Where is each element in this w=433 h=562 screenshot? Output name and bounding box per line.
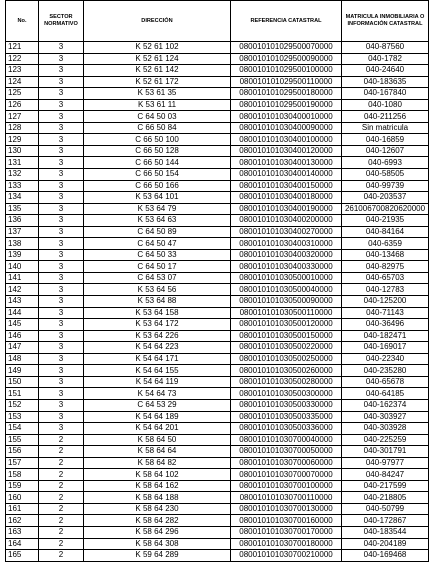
- table-row: [6, 457, 429, 469]
- cell-matricula: 040-24640: [342, 65, 429, 77]
- cell-sector: 3: [39, 65, 84, 77]
- cell-no: 161: [6, 503, 39, 515]
- cell-sector: 3: [39, 307, 84, 319]
- cell-direccion: K 58 64 282: [84, 515, 231, 527]
- cell-matricula: 040-12607: [342, 145, 429, 157]
- cell-no: 143: [6, 296, 39, 308]
- cell-referencia: 080010101030700100000: [231, 480, 342, 492]
- cell-no: 157: [6, 457, 39, 469]
- cell-referencia: 080010101030500220000: [231, 342, 342, 354]
- cell-direccion: K 58 64 230: [84, 503, 231, 515]
- table-row: [6, 307, 429, 319]
- cell-direccion: K 52 61 172: [84, 76, 231, 88]
- cell-sector: 3: [39, 376, 84, 388]
- cell-no: 132: [6, 169, 39, 181]
- cell-direccion: K 58 64 296: [84, 526, 231, 538]
- table-row: [6, 526, 429, 538]
- table-row: [6, 157, 429, 169]
- cell-matricula: 040-16859: [342, 134, 429, 146]
- cell-direccion: K 53 61 35: [84, 88, 231, 100]
- cell-direccion: K 53 64 226: [84, 330, 231, 342]
- cell-referencia: 080010101030400090000: [231, 122, 342, 134]
- cell-sector: 2: [39, 538, 84, 550]
- table-row: [6, 249, 429, 261]
- cell-direccion: C 64 50 17: [84, 261, 231, 273]
- cell-sector: 3: [39, 111, 84, 123]
- table-row: [6, 446, 429, 458]
- cell-direccion: K 53 64 79: [84, 203, 231, 215]
- cell-referencia: 080010101030400010000: [231, 111, 342, 123]
- cell-no: 162: [6, 515, 39, 527]
- table-row: [6, 353, 429, 365]
- cell-no: 160: [6, 492, 39, 504]
- cell-sector: 3: [39, 330, 84, 342]
- cell-referencia: 080010101030700050000: [231, 446, 342, 458]
- cell-referencia: 080010101030400190000: [231, 203, 342, 215]
- cell-direccion: C 66 50 154: [84, 169, 231, 181]
- cell-referencia: 080010101030500330000: [231, 399, 342, 411]
- cell-direccion: K 52 61 142: [84, 65, 231, 77]
- cell-no: 148: [6, 353, 39, 365]
- cell-sector: 3: [39, 42, 84, 54]
- cell-no: 124: [6, 76, 39, 88]
- cell-matricula: 040-84247: [342, 469, 429, 481]
- cell-referencia: 080010101030400320000: [231, 249, 342, 261]
- cell-matricula: 040-64185: [342, 388, 429, 400]
- header-referencia: REFERENCIA CATASTRAL: [231, 1, 342, 42]
- cell-no: 164: [6, 538, 39, 550]
- cell-no: 136: [6, 215, 39, 227]
- cell-matricula: 040-211256: [342, 111, 429, 123]
- cell-sector: 3: [39, 353, 84, 365]
- table-row: [6, 122, 429, 134]
- cell-no: 129: [6, 134, 39, 146]
- cell-direccion: C 64 53 29: [84, 399, 231, 411]
- cell-matricula: 040-182471: [342, 330, 429, 342]
- cell-sector: 3: [39, 180, 84, 192]
- cell-sector: 3: [39, 145, 84, 157]
- table-row: [6, 480, 429, 492]
- cell-matricula: 040-183544: [342, 526, 429, 538]
- cell-direccion: K 58 64 82: [84, 457, 231, 469]
- cell-direccion: C 64 50 47: [84, 238, 231, 250]
- cell-no: 130: [6, 145, 39, 157]
- cell-direccion: K 58 64 308: [84, 538, 231, 550]
- cell-matricula: 040-167840: [342, 88, 429, 100]
- cell-matricula: 040-13468: [342, 249, 429, 261]
- cell-no: 159: [6, 480, 39, 492]
- cell-no: 141: [6, 272, 39, 284]
- cell-matricula: 040-218805: [342, 492, 429, 504]
- table-row: [6, 330, 429, 342]
- cell-matricula: 040-58505: [342, 169, 429, 181]
- cell-sector: 3: [39, 284, 84, 296]
- cell-direccion: C 64 50 33: [84, 249, 231, 261]
- cell-no: 147: [6, 342, 39, 354]
- cell-matricula: 040-87560: [342, 42, 429, 54]
- cell-sector: 3: [39, 411, 84, 423]
- cell-no: 121: [6, 42, 39, 54]
- cell-no: 151: [6, 388, 39, 400]
- cadastral-table-page: [5, 0, 428, 562]
- table-row: [6, 99, 429, 111]
- cadastral-table: [5, 0, 429, 562]
- cell-referencia: 080010101030700170000: [231, 526, 342, 538]
- cell-matricula: 040-21935: [342, 215, 429, 227]
- cell-referencia: 080010101029500100000: [231, 65, 342, 77]
- cell-sector: 2: [39, 457, 84, 469]
- cell-referencia: 080010101030500120000: [231, 319, 342, 331]
- cell-referencia: 080010101030700060000: [231, 457, 342, 469]
- cell-referencia: 080010101030500260000: [231, 365, 342, 377]
- header-no: No.: [6, 1, 39, 42]
- cell-sector: 3: [39, 342, 84, 354]
- cell-no: 128: [6, 122, 39, 134]
- cell-sector: 3: [39, 157, 84, 169]
- cell-sector: 2: [39, 550, 84, 562]
- cell-no: 140: [6, 261, 39, 273]
- table-row: [6, 399, 429, 411]
- cell-matricula: 040-162374: [342, 399, 429, 411]
- table-row: [6, 365, 429, 377]
- cell-direccion: K 53 64 158: [84, 307, 231, 319]
- cell-direccion: K 54 64 189: [84, 411, 231, 423]
- cell-no: 144: [6, 307, 39, 319]
- cell-matricula: 040-65678: [342, 376, 429, 388]
- cell-referencia: 080010101030400140000: [231, 169, 342, 181]
- table-row: [6, 550, 429, 562]
- cell-no: 149: [6, 365, 39, 377]
- table-header-row: [6, 1, 429, 42]
- cell-referencia: 080010101030700070000: [231, 469, 342, 481]
- cell-referencia: 080010101030700180000: [231, 538, 342, 550]
- cell-matricula: 040-1080: [342, 99, 429, 111]
- cell-direccion: K 53 64 172: [84, 319, 231, 331]
- cell-sector: 3: [39, 226, 84, 238]
- cell-direccion: K 52 61 124: [84, 53, 231, 65]
- table-row: [6, 538, 429, 550]
- cell-referencia: 080010101030400100000: [231, 134, 342, 146]
- table-row: [6, 215, 429, 227]
- table-row: [6, 411, 429, 423]
- cell-no: 152: [6, 399, 39, 411]
- cell-direccion: K 54 64 201: [84, 423, 231, 435]
- table-row: [6, 423, 429, 435]
- cell-no: 123: [6, 65, 39, 77]
- cell-referencia: 080010101030500090000: [231, 296, 342, 308]
- cell-direccion: K 53 64 63: [84, 215, 231, 227]
- cell-direccion: K 58 64 50: [84, 434, 231, 446]
- cell-referencia: 080010101029500110000: [231, 76, 342, 88]
- cell-matricula: 040-217599: [342, 480, 429, 492]
- cell-no: 126: [6, 99, 39, 111]
- cell-no: 145: [6, 319, 39, 331]
- cell-direccion: K 53 61 11: [84, 99, 231, 111]
- cell-direccion: C 66 50 100: [84, 134, 231, 146]
- header-matricula: MATRICULA INMOBILIARIA O INFORMACIÓN CATASTRAL: [342, 1, 429, 42]
- cell-no: 125: [6, 88, 39, 100]
- table-body: [6, 42, 429, 562]
- cell-sector: 3: [39, 365, 84, 377]
- table-row: [6, 203, 429, 215]
- cell-direccion: C 66 50 128: [84, 145, 231, 157]
- table-row: [6, 261, 429, 273]
- cell-sector: 3: [39, 134, 84, 146]
- cell-direccion: K 58 64 64: [84, 446, 231, 458]
- cell-matricula: 040-71143: [342, 307, 429, 319]
- cell-direccion: C 66 50 84: [84, 122, 231, 134]
- cell-sector: 3: [39, 169, 84, 181]
- cell-no: 150: [6, 376, 39, 388]
- cell-direccion: C 64 50 03: [84, 111, 231, 123]
- cell-matricula: 040-225259: [342, 434, 429, 446]
- cell-referencia: 080010101030500280000: [231, 376, 342, 388]
- cell-direccion: K 58 64 162: [84, 480, 231, 492]
- cell-direccion: C 66 50 166: [84, 180, 231, 192]
- cell-matricula: 040-235280: [342, 365, 429, 377]
- cell-matricula: 040-82975: [342, 261, 429, 273]
- table-row: [6, 492, 429, 504]
- header-sector: SECTOR NORMATIVO: [39, 1, 84, 42]
- cell-referencia: 080010101030500110000: [231, 307, 342, 319]
- cell-matricula: 040-97977: [342, 457, 429, 469]
- cell-referencia: 080010101029500090000: [231, 53, 342, 65]
- cell-no: 156: [6, 446, 39, 458]
- cell-no: 131: [6, 157, 39, 169]
- cell-no: 135: [6, 203, 39, 215]
- cell-no: 146: [6, 330, 39, 342]
- table-row: [6, 192, 429, 204]
- cell-referencia: 080010101030500150000: [231, 330, 342, 342]
- cell-direccion: K 58 64 188: [84, 492, 231, 504]
- table-row: [6, 376, 429, 388]
- cell-referencia: 080010101030700040000: [231, 434, 342, 446]
- table-row: [6, 180, 429, 192]
- table-row: [6, 469, 429, 481]
- cell-matricula: 040-50799: [342, 503, 429, 515]
- cell-matricula: 040-36496: [342, 319, 429, 331]
- cell-direccion: K 54 64 223: [84, 342, 231, 354]
- cell-no: 163: [6, 526, 39, 538]
- cell-referencia: 080010101030400180000: [231, 192, 342, 204]
- cell-sector: 3: [39, 76, 84, 88]
- cell-no: 139: [6, 249, 39, 261]
- table-row: [6, 134, 429, 146]
- cell-sector: 2: [39, 446, 84, 458]
- cell-referencia: 080010101030400150000: [231, 180, 342, 192]
- cell-matricula: 040-301791: [342, 446, 429, 458]
- header-direccion: DIRECCIÓN: [84, 1, 231, 42]
- cell-referencia: 080010101030400330000: [231, 261, 342, 273]
- cell-matricula: 040-303928: [342, 423, 429, 435]
- cell-sector: 3: [39, 203, 84, 215]
- cell-matricula: 040-303927: [342, 411, 429, 423]
- cell-sector: 3: [39, 261, 84, 273]
- cell-direccion: K 52 61 102: [84, 42, 231, 54]
- cell-no: 153: [6, 411, 39, 423]
- cell-direccion: K 53 64 101: [84, 192, 231, 204]
- table-row: [6, 503, 429, 515]
- cell-no: 137: [6, 226, 39, 238]
- cell-referencia: 080010101030400200000: [231, 215, 342, 227]
- cell-matricula: 040-204189: [342, 538, 429, 550]
- cell-matricula: 040-169017: [342, 342, 429, 354]
- cell-sector: 3: [39, 272, 84, 284]
- cell-matricula: 040-1782: [342, 53, 429, 65]
- cell-sector: 3: [39, 122, 84, 134]
- cell-no: 134: [6, 192, 39, 204]
- cell-matricula: 040-22340: [342, 353, 429, 365]
- table-row: [6, 319, 429, 331]
- cell-matricula: 040-125200: [342, 296, 429, 308]
- cell-referencia: 080010101030700210000: [231, 550, 342, 562]
- cell-no: 155: [6, 434, 39, 446]
- cell-sector: 3: [39, 53, 84, 65]
- table-row: [6, 145, 429, 157]
- cell-direccion: K 54 64 73: [84, 388, 231, 400]
- cell-matricula: 040-6993: [342, 157, 429, 169]
- cell-direccion: C 64 50 89: [84, 226, 231, 238]
- cell-matricula: 261006700820620000: [342, 203, 429, 215]
- cell-direccion: K 59 64 289: [84, 550, 231, 562]
- table-row: [6, 388, 429, 400]
- cell-sector: 3: [39, 192, 84, 204]
- table-row: [6, 238, 429, 250]
- cell-matricula: 040-84164: [342, 226, 429, 238]
- cell-no: 142: [6, 284, 39, 296]
- cell-matricula: 040-172867: [342, 515, 429, 527]
- cell-sector: 2: [39, 515, 84, 527]
- cell-sector: 3: [39, 423, 84, 435]
- cell-direccion: K 54 64 171: [84, 353, 231, 365]
- cell-sector: 2: [39, 469, 84, 481]
- cell-sector: 3: [39, 88, 84, 100]
- cell-direccion: K 58 64 102: [84, 469, 231, 481]
- cell-matricula: 040-183635: [342, 76, 429, 88]
- cell-sector: 2: [39, 526, 84, 538]
- cell-referencia: 080010101030400310000: [231, 238, 342, 250]
- cell-matricula: 040-169468: [342, 550, 429, 562]
- cell-referencia: 080010101030700130000: [231, 503, 342, 515]
- table-row: [6, 88, 429, 100]
- cell-no: 127: [6, 111, 39, 123]
- table-row: [6, 169, 429, 181]
- cell-no: 165: [6, 550, 39, 562]
- cell-referencia: 080010101030700160000: [231, 515, 342, 527]
- cell-sector: 3: [39, 238, 84, 250]
- cell-referencia: 080010101030400270000: [231, 226, 342, 238]
- cell-referencia: 080010101030500250000: [231, 353, 342, 365]
- cell-matricula: 040-12783: [342, 284, 429, 296]
- cell-sector: 2: [39, 492, 84, 504]
- table-row: [6, 296, 429, 308]
- cell-matricula: 040-99739: [342, 180, 429, 192]
- table-row: [6, 226, 429, 238]
- cell-matricula: 040-65703: [342, 272, 429, 284]
- cell-direccion: K 54 64 155: [84, 365, 231, 377]
- table-row: [6, 434, 429, 446]
- table-row: [6, 42, 429, 54]
- cell-sector: 3: [39, 215, 84, 227]
- table-row: [6, 272, 429, 284]
- cell-referencia: 080010101030500336000: [231, 423, 342, 435]
- cell-sector: 3: [39, 319, 84, 331]
- cell-referencia: 080010101030500335000: [231, 411, 342, 423]
- cell-direccion: C 64 53 07: [84, 272, 231, 284]
- cell-sector: 2: [39, 503, 84, 515]
- cell-referencia: 080010101029500190000: [231, 99, 342, 111]
- table-row: [6, 284, 429, 296]
- cell-direccion: K 53 64 56: [84, 284, 231, 296]
- cell-no: 138: [6, 238, 39, 250]
- table-row: [6, 342, 429, 354]
- table-row: [6, 515, 429, 527]
- table-row: [6, 111, 429, 123]
- cell-matricula: Sin matricula: [342, 122, 429, 134]
- cell-referencia: 080010101030500010000: [231, 272, 342, 284]
- cell-sector: 2: [39, 480, 84, 492]
- cell-direccion: K 53 64 88: [84, 296, 231, 308]
- cell-no: 122: [6, 53, 39, 65]
- cell-sector: 3: [39, 99, 84, 111]
- cell-referencia: 080010101030500040000: [231, 284, 342, 296]
- cell-no: 154: [6, 423, 39, 435]
- cell-matricula: 040-203537: [342, 192, 429, 204]
- cell-sector: 2: [39, 434, 84, 446]
- cell-direccion: K 54 64 119: [84, 376, 231, 388]
- cell-referencia: 080010101029500070000: [231, 42, 342, 54]
- cell-referencia: 080010101029500180000: [231, 88, 342, 100]
- cell-sector: 3: [39, 388, 84, 400]
- cell-sector: 3: [39, 296, 84, 308]
- table-row: [6, 53, 429, 65]
- cell-no: 133: [6, 180, 39, 192]
- table-row: [6, 76, 429, 88]
- table-row: [6, 65, 429, 77]
- cell-referencia: 080010101030400120000: [231, 145, 342, 157]
- cell-no: 158: [6, 469, 39, 481]
- cell-matricula: 040-6359: [342, 238, 429, 250]
- cell-sector: 3: [39, 249, 84, 261]
- cell-direccion: C 66 50 144: [84, 157, 231, 169]
- cell-sector: 3: [39, 399, 84, 411]
- cell-referencia: 080010101030700110000: [231, 492, 342, 504]
- cell-referencia: 080010101030400130000: [231, 157, 342, 169]
- cell-referencia: 080010101030500300000: [231, 388, 342, 400]
